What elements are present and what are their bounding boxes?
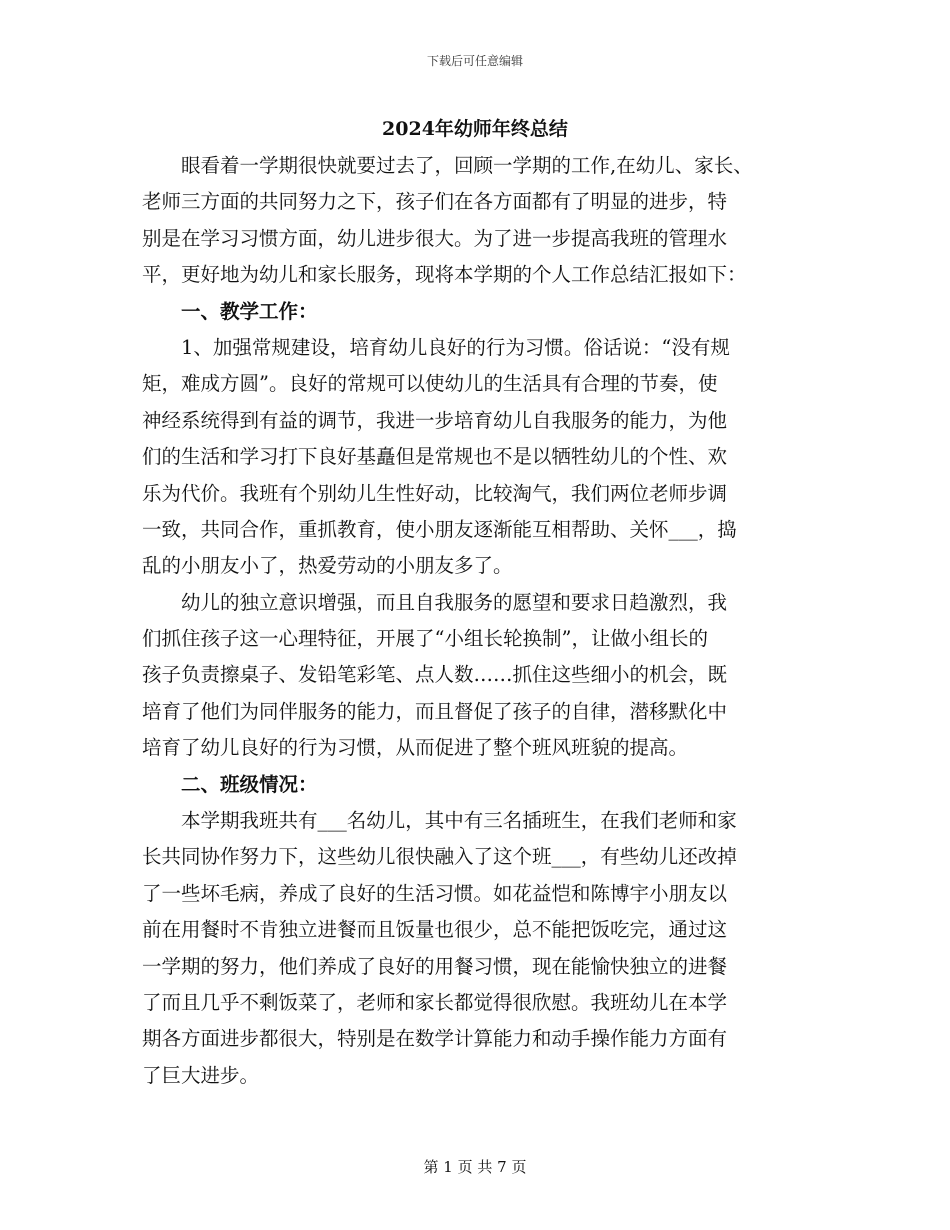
body-line: 培育了幼儿良好的行为习惯，从而促进了整个班风班貌的提高。 <box>142 736 689 760</box>
document-title: 2024年幼师年终总结 <box>382 118 568 140</box>
body-line: 了一些坏毛病，养成了良好的生活习惯。如花益恺和陈博宇小朋友以 <box>142 881 728 905</box>
body-line: 长共同协作努力下，这些幼儿很快融入了这个班___，有些幼儿还改掉 <box>142 845 737 869</box>
body-line: 们抓住孩子这一心理特征，开展了“小组长轮换制”，让做小组长的 <box>142 627 708 651</box>
section-heading-teaching: 一、教学工作： <box>142 299 318 323</box>
page-header-note: 下载后可任意编辑 <box>426 54 523 68</box>
body-line: 一学期的努力，他们养成了良好的用餐习惯，现在能愉快独立的进餐 <box>142 954 728 978</box>
body-line: 眼看着一学期很快就要过去了，回顾一学期的工作,在幼儿、家长、 <box>142 154 753 177</box>
body-line: 培育了他们为同伴服务的能力，而且督促了孩子的自律，潜移默化中 <box>142 699 728 723</box>
page-number-footer: 第 1 页 共 7 页 <box>423 1158 527 1176</box>
body-line: 一致，共同合作，重抓教育，使小朋友逐渐能互相帮助、关怀___，捣 <box>142 517 737 541</box>
body-line: 期各方面进步都很大，特别是在数学计算能力和动手操作能力方面有 <box>142 1027 728 1051</box>
body-line: 前在用餐时不肯独立进餐而且饭量也很少，总不能把饭吃完，通过这 <box>142 918 728 942</box>
body-line: 了而且几乎不剩饭菜了，老师和家长都觉得很欣慰。我班幼儿在本学 <box>142 990 728 1014</box>
document-body <box>142 148 810 1094</box>
section-heading-class: 二、班级情况： <box>142 772 318 796</box>
body-line: 幼儿的独立意识增强，而且自我服务的愿望和要求日趋激烈，我 <box>142 590 728 614</box>
body-line: 孩子负责擦桌子、发铅笔彩笔、点人数……抓住这些细小的机会，既 <box>142 663 728 687</box>
body-line: 了巨大进步。 <box>142 1063 260 1087</box>
body-line: 矩，难成方圆”。良好的常规可以使幼儿的生活具有合理的节奏，使 <box>142 372 718 396</box>
body-line: 乱的小朋友小了，热爱劳动的小朋友多了。 <box>142 554 513 578</box>
body-line: 神经系统得到有益的调节，我进一步培育幼儿自我服务的能力，为他 <box>142 408 728 432</box>
body-line: 本学期我班共有___名幼儿，其中有三名插班生，在我们老师和家 <box>142 809 737 833</box>
body-line: 平，更好地为幼儿和家长服务，现将本学期的个人工作总结汇报如下： <box>142 263 747 287</box>
body-line: 1、加强常规建设，培育幼儿良好的行为习惯。俗话说：“没有规 <box>142 335 730 359</box>
body-line: 别是在学习习惯方面，幼儿进步很大。为了进一步提高我班的管理水 <box>142 226 728 250</box>
body-line: 老师三方面的共同努力之下，孩子们在各方面都有了明显的进步，特 <box>142 190 728 214</box>
body-line: 们的生活和学习打下良好基矗但是常规也不是以牺牲幼儿的个性、欢 <box>142 445 728 469</box>
body-line: 乐为代价。我班有个别幼儿生性好动，比较淘气，我们两位老师步调 <box>142 481 728 505</box>
